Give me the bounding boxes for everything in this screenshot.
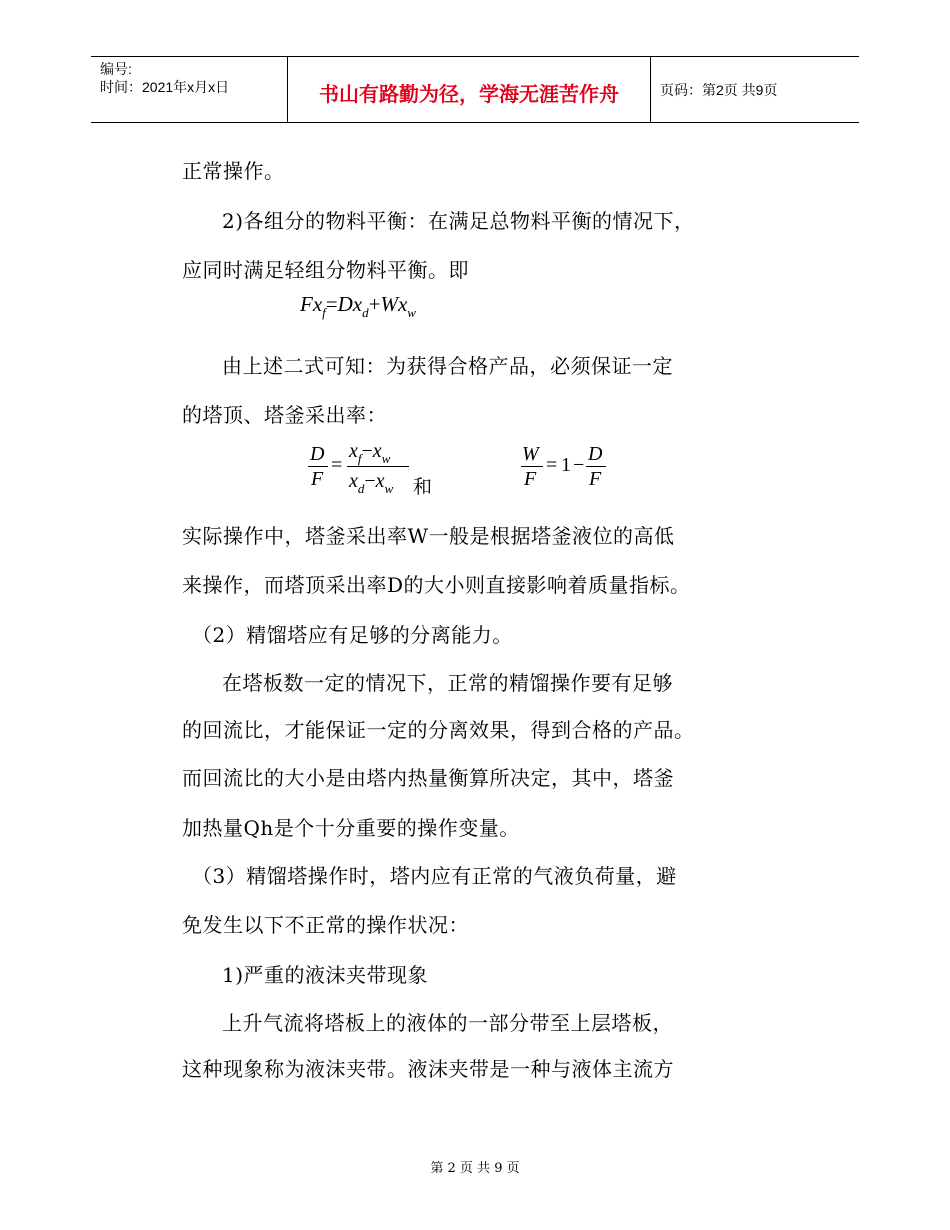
text-line: 正常操作。 bbox=[182, 159, 285, 183]
header-page-label: 页码：第2页 共9页 bbox=[660, 82, 778, 98]
header-bottom-rule bbox=[91, 122, 859, 123]
text-line: 的塔顶、塔釜采出率： bbox=[182, 403, 387, 427]
text-line: （3）精馏塔操作时，塔内应有正常的气液负荷量，避 bbox=[192, 864, 677, 888]
text-line: 免发生以下不正常的操作状况： bbox=[182, 913, 469, 937]
equals-sign: = bbox=[331, 454, 343, 476]
text-line: 在塔板数一定的情况下，正常的精馏操作要有足够 bbox=[222, 671, 673, 695]
fraction-numerator-expression: $x_f-x_w$ bbox=[349, 440, 391, 466]
equation-material-balance: $Fx_f=Dx_d+Wx_w$ bbox=[300, 292, 416, 320]
equals-sign: = bbox=[546, 454, 558, 476]
page-footer: 第 2 页 共 9 页 bbox=[430, 1161, 520, 1176]
text-line: 1)严重的液沫夹带现象 bbox=[222, 963, 429, 987]
fraction-denominator-expression: $x_d-x_w$ bbox=[349, 470, 394, 496]
fraction-numerator: D bbox=[310, 443, 325, 465]
text-line: 来操作，而塔顶采出率D的大小则直接影响着质量指标。 bbox=[182, 573, 691, 597]
text-line: 由上述二式可知：为获得合格产品，必须保证一定 bbox=[222, 354, 673, 378]
header-top-rule bbox=[91, 56, 859, 57]
header-motto: 书山有路勤为径，学海无涯苦作舟 bbox=[319, 82, 619, 106]
text-line: 2)各组分的物料平衡：在满足总物料平衡的情况下， bbox=[222, 209, 695, 233]
text-line: （2）精馏塔应有足够的分离能力。 bbox=[192, 623, 513, 647]
fraction-numerator: D bbox=[588, 443, 603, 465]
minus-sign: − bbox=[573, 454, 585, 476]
fraction-bar bbox=[521, 466, 543, 467]
constant-one: 1 bbox=[561, 454, 571, 476]
text-line: 实际操作中，塔釜采出率W一般是根据塔釜液位的高低 bbox=[182, 524, 675, 548]
text-line: 应同时满足轻组分物料平衡。即 bbox=[182, 258, 469, 282]
header-divider-right bbox=[650, 57, 651, 122]
fraction-bar bbox=[347, 466, 409, 467]
text-line: 这种现象称为液沫夹带。液沫夹带是一种与液体主流方 bbox=[182, 1057, 674, 1081]
text-line: 上升气流将塔板上的液体的一部分带至上层塔板， bbox=[222, 1011, 673, 1035]
fraction-bar bbox=[308, 466, 328, 467]
header-time-label: 时间：2021年x月x日 bbox=[100, 79, 230, 95]
text-line: 的回流比，才能保证一定的分离效果，得到合格的产品。 bbox=[182, 718, 695, 742]
conjunction-and: 和 bbox=[413, 476, 433, 498]
fraction-bar bbox=[586, 466, 606, 467]
fraction-denominator: F bbox=[311, 468, 324, 490]
text-line: 加热量Qh是个十分重要的操作变量。 bbox=[182, 816, 520, 840]
text-line: 而回流比的大小是由塔内热量衡算所决定，其中，塔釜 bbox=[182, 766, 674, 790]
fraction-denominator: F bbox=[589, 468, 602, 490]
fraction-numerator: W bbox=[522, 443, 539, 465]
fraction-denominator: F bbox=[524, 468, 537, 490]
header-code-label: 编号: bbox=[100, 61, 132, 77]
